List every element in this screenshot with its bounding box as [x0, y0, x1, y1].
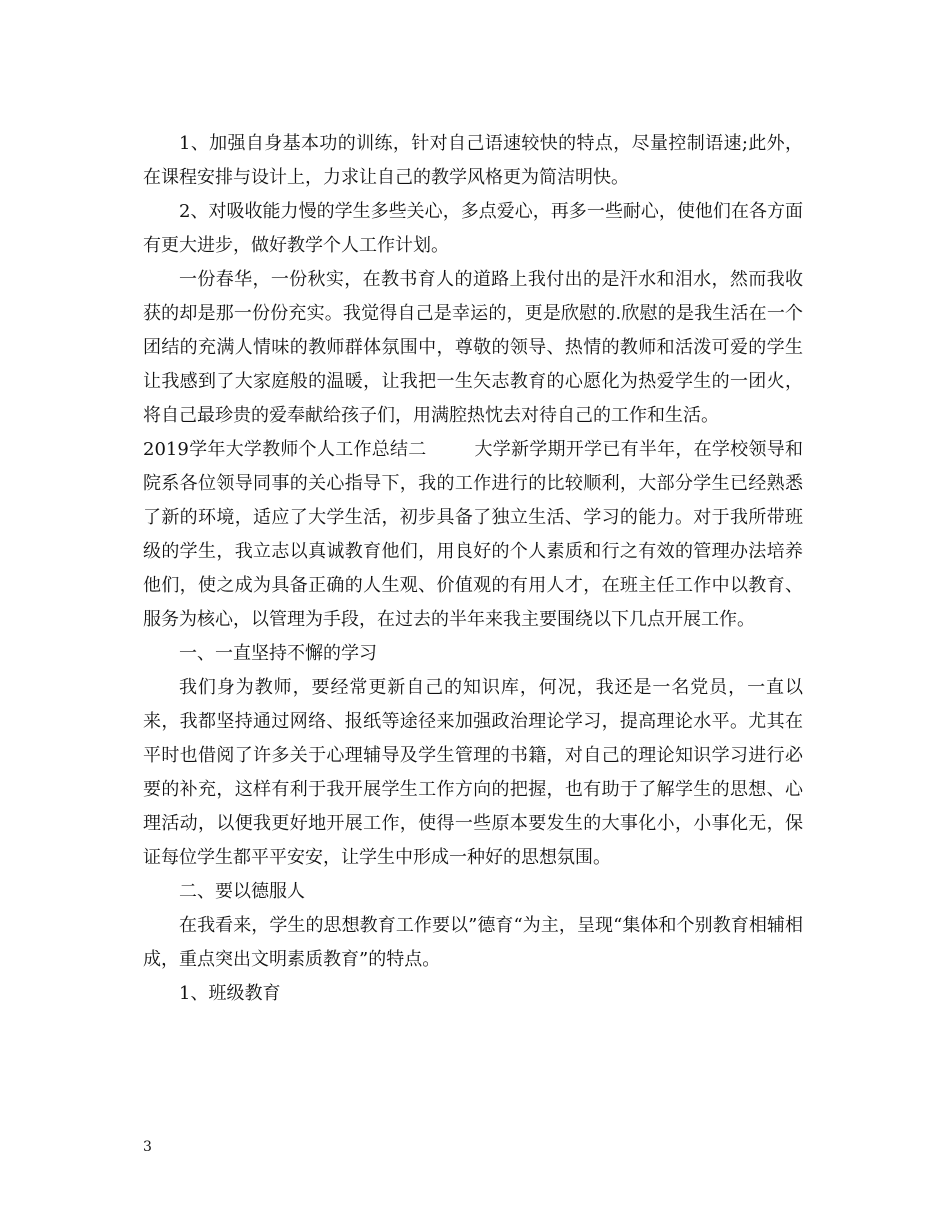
paragraph-6: 在我看来，学生的思想教育工作要以”德育“为主，呈现“集体和个别教育相辅相成，重点突出文明素质教育”的特点。: [143, 915, 803, 970]
paragraph-2: 2、对吸收能力慢的学生多些关心，多点爱心，再多一些耐心，使他们在各方面有更大进步，做好教学个人工作计划。: [143, 201, 803, 256]
document-body: [143, 127, 803, 1011]
paragraph-3: 一份春华，一份秋实，在教书育人的道路上我付出的是汗水和泪水，然而我收获的却是那一份份充实。我觉得自己是幸运的，更是欣慰的.欣慰的是我生活在一个团结的充满人情味的教师群体氛围中，尊敬的领导、热情的教师和活泼可爱的学生让我感到了大家庭般的温暖，让我把一生矢志教育的心愿化为热爱学生的一团火，将自己最珍贵的爱奉献给孩子们，用满腔热忱去对待自己的工作和生活。: [143, 269, 803, 426]
section-heading-1: 一、一直坚持不懈的学习: [179, 643, 377, 664]
paragraph-1: 1、加强自身基本功的训练，针对自己语速较快的特点，尽量控制语速;此外，在课程安排与设计上，力求让自己的教学风格更为简洁明快。: [143, 133, 803, 188]
subsection-heading-1: 1、班级教育: [179, 983, 281, 1004]
section-heading-2: 二、要以德服人: [179, 881, 305, 902]
page-number: 3: [143, 1139, 152, 1155]
paragraph-5: 我们身为教师，要经常更新自己的知识库，何况，我还是一名党员，一直以来，我都坚持通过网络、报纸等途径来加强政治理论学习，提高理论水平。尤其在平时也借阅了许多关于心理辅导及学生管理的书籍，对自己的理论知识学习进行必要的补充，这样有利于我开展学生工作方向的把握，也有助于了解学生的思想、心理活动，以便我更好地开展工作，使得一些原本要发生的大事化小，小事化无，保证每位学生都平平安安，让学生中形成一种好的思想氛围。: [143, 677, 803, 868]
paragraph-4: 2019学年大学教师个人工作总结二 大学新学期开学已有半年，在学校领导和院系各位领导同事的关心指导下，我的工作进行的比较顺利，大部分学生已经熟悉了新的环境，适应了大学生活，初步具备了独立生活、学习的能力。对于我所带班级的学生，我立志以真诚教育他们，用良好的个人素质和行之有效的管理办法培养他们，使之成为具备正确的人生观、价值观的有用人才，在班主任工作中以教育、服务为核心，以管理为手段，在过去的半年来我主要围绕以下几点开展工作。: [143, 439, 803, 630]
